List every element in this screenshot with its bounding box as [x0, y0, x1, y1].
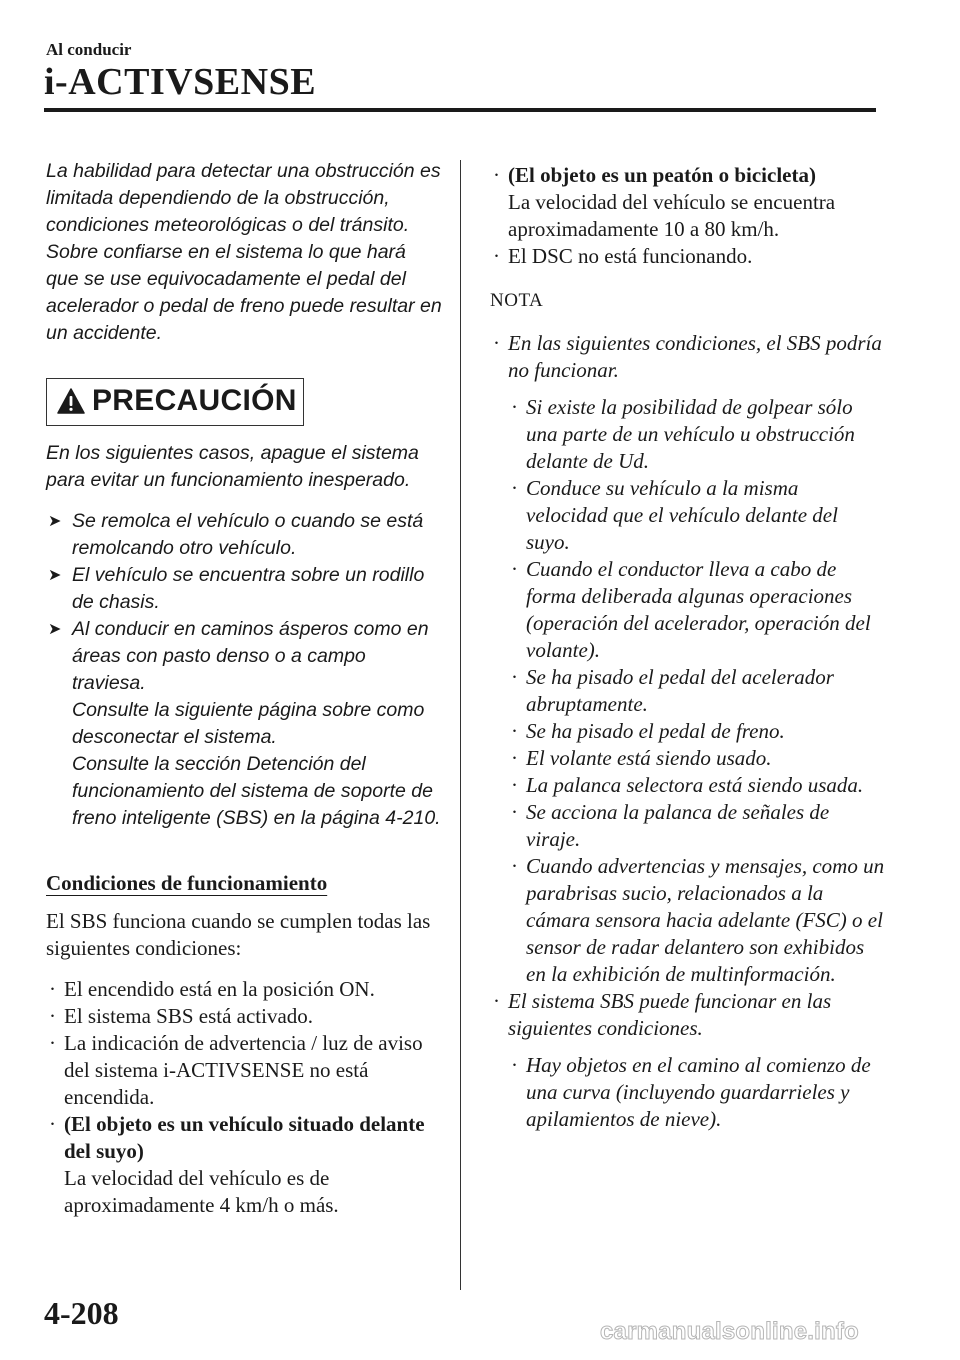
- section-heading: Condiciones de funcionamiento: [46, 871, 328, 895]
- bullet-dot-icon: ·: [511, 395, 518, 419]
- note-item: · En las siguientes condiciones, el SBS podría no funcionar. · Si existe la posibilidad de golpear sólo una parte de un vehículo u obstrucción delante de Ud. · Conduce su vehículo a la misma velocidad que el vehículo delante del suyo. · Cuando el conductor lleva a cabo de forma deliberada algunas operaciones (operación del acelerador, operación del volante). · Se ha pisado el pedal del acelerador abruptamente. · Se ha pisado el pedal de freno. · El volante está siendo usado. · La palanca selectora está siendo usada. · Se acciona la palanca de señales de viraje. · Cuando advertencias y mensajes, como un parabrisas sucio, relacionados a la cámara sensora hacia adelante (FSC) o el sensor de radar delantero son exhibidos en la exhibición de multinformación.: [493, 331, 885, 986]
- list-item: · El sistema SBS está activado.: [49, 1004, 314, 1028]
- bullet-dot-icon: ·: [511, 557, 518, 581]
- note-sublist: [508, 394, 885, 988]
- note-sublist: [508, 1052, 885, 1133]
- caution-extra-text: Consulte la sección Detención del funcionamiento del sistema de soporte de freno inteligente (SBS) en la página 4-210.: [72, 753, 441, 829]
- bullet-dot-icon: ·: [511, 719, 518, 743]
- list-item: [46, 1111, 446, 1219]
- list-item: · Cuando el conductor lleva a cabo de forma deliberada algunas operaciones (operación del acelerador, operación del volante).: [511, 557, 871, 662]
- list-item: · El volante está siendo usado.: [511, 746, 772, 770]
- list-item: · Hay objetos en el camino al comienzo de una curva (incluyendo guardarrieles y apilamientos de nieve).: [511, 1053, 871, 1131]
- caution-item: [46, 562, 442, 616]
- warning-text: La habilidad para detectar una obstrucción es limitada dependiendo de la obstrucción, condiciones meteorológicas o del tránsito. Sobre confiarse en el sistema lo que hará que se use equivocadamente el pedal del acelerador o pedal de freno puede resultar en un accidente.: [46, 160, 442, 344]
- condition-bold: (El objeto es un vehículo situado delante del suyo): [64, 1112, 425, 1163]
- header-rule: [44, 108, 876, 112]
- condition-bold: (El objeto es un peatón o bicicleta): [508, 163, 816, 187]
- bullet-dot-icon: ·: [511, 746, 518, 770]
- caution-items: [46, 508, 442, 832]
- list-item: · Si existe la posibilidad de golpear sólo una parte de un vehículo u obstrucción delante de Ud.: [511, 395, 855, 473]
- list-item: · Se ha pisado el pedal del acelerador abruptamente.: [511, 665, 834, 716]
- list-item: · La indicación de advertencia / luz de aviso del sistema i-ACTIVSENSE no está encendida.: [49, 1031, 423, 1109]
- bullet-dot-icon: ·: [493, 331, 500, 355]
- bullet-dot-icon: ·: [511, 800, 518, 824]
- bullet-dot-icon: ·: [49, 977, 56, 1001]
- list-item: [490, 162, 880, 243]
- list-item: · Cuando advertencias y mensajes, como un parabrisas sucio, relacionados a la cámara sensora hacia adelante (FSC) o el sensor de radar delantero son exhibidos en la exhibición de multinformación.: [511, 854, 885, 986]
- bullet-dot-icon: ·: [493, 989, 500, 1013]
- arrow-right-icon: ➤: [48, 567, 62, 584]
- condition-text: La velocidad del vehículo es de aproximadamente 4 km/h o más.: [64, 1166, 339, 1217]
- list-item: · Conduce su vehículo a la misma velocidad que el vehículo delante del suyo.: [511, 476, 838, 554]
- caution-label: PRECAUCIÓN: [92, 384, 297, 417]
- bullet-dot-icon: ·: [493, 163, 500, 187]
- bullet-dot-icon: ·: [511, 854, 518, 878]
- bullet-dot-icon: ·: [49, 1112, 56, 1136]
- caution-item-text: Se remolca el vehículo o cuando se está remolcando otro vehículo.: [72, 510, 424, 559]
- bullet-dot-icon: ·: [49, 1031, 56, 1055]
- section-label: Al conducir: [46, 40, 132, 59]
- list-item: · El DSC no está funcionando.: [493, 244, 753, 268]
- bullet-dot-icon: ·: [493, 244, 500, 268]
- caution-item-text: El vehículo se encuentra sobre un rodillo de chasis.: [72, 564, 425, 613]
- warning-triangle-icon: [57, 388, 85, 414]
- watermark: carmanualsonline.info: [600, 1318, 859, 1345]
- conditions-list: [46, 976, 446, 1219]
- arrow-right-icon: ➤: [48, 513, 62, 530]
- page-title: i-ACTIVSENSE: [44, 61, 317, 103]
- list-item: · El encendido está en la posición ON.: [49, 977, 375, 1001]
- caution-item: [46, 616, 442, 832]
- conditions-intro: El SBS funciona cuando se cumplen todas las siguientes condiciones:: [46, 909, 431, 960]
- list-item: · Se ha pisado el pedal de freno.: [511, 719, 785, 743]
- note-heading: NOTA: [490, 290, 544, 311]
- caution-item: [46, 508, 442, 562]
- column-divider: [460, 160, 461, 1290]
- caution-intro: En los siguientes casos, apague el sistema para evitar un funcionamiento inesperado.: [46, 442, 419, 491]
- caution-extra-text: Consulte la siguiente página sobre como desconectar el sistema.: [72, 699, 425, 748]
- bullet-dot-icon: ·: [511, 773, 518, 797]
- bullet-dot-icon: ·: [49, 1004, 56, 1028]
- caution-box: [46, 378, 304, 426]
- list-item: · La palanca selectora está siendo usada.: [511, 773, 864, 797]
- list-item: · Se acciona la palanca de señales de viraje.: [511, 800, 830, 851]
- bullet-dot-icon: ·: [511, 665, 518, 689]
- bullet-dot-icon: ·: [511, 1053, 518, 1077]
- arrow-right-icon: ➤: [48, 621, 62, 638]
- caution-item-text: Al conducir en caminos ásperos como en áreas con pasto denso o a campo traviesa.: [72, 618, 429, 694]
- condition-text: La velocidad del vehículo se encuentra aproximadamente 10 a 80 km/h.: [508, 190, 836, 241]
- bullet-dot-icon: ·: [511, 476, 518, 500]
- note-item: · El sistema SBS puede funcionar en las siguientes condiciones. · Hay objetos en el camino al comienzo de una curva (incluyendo guardarrieles y apilamientos de nieve).: [490, 988, 885, 1133]
- page-number: 4-208: [44, 1295, 119, 1331]
- conditions-list-continued: [490, 162, 880, 270]
- note-list: [490, 330, 885, 1133]
